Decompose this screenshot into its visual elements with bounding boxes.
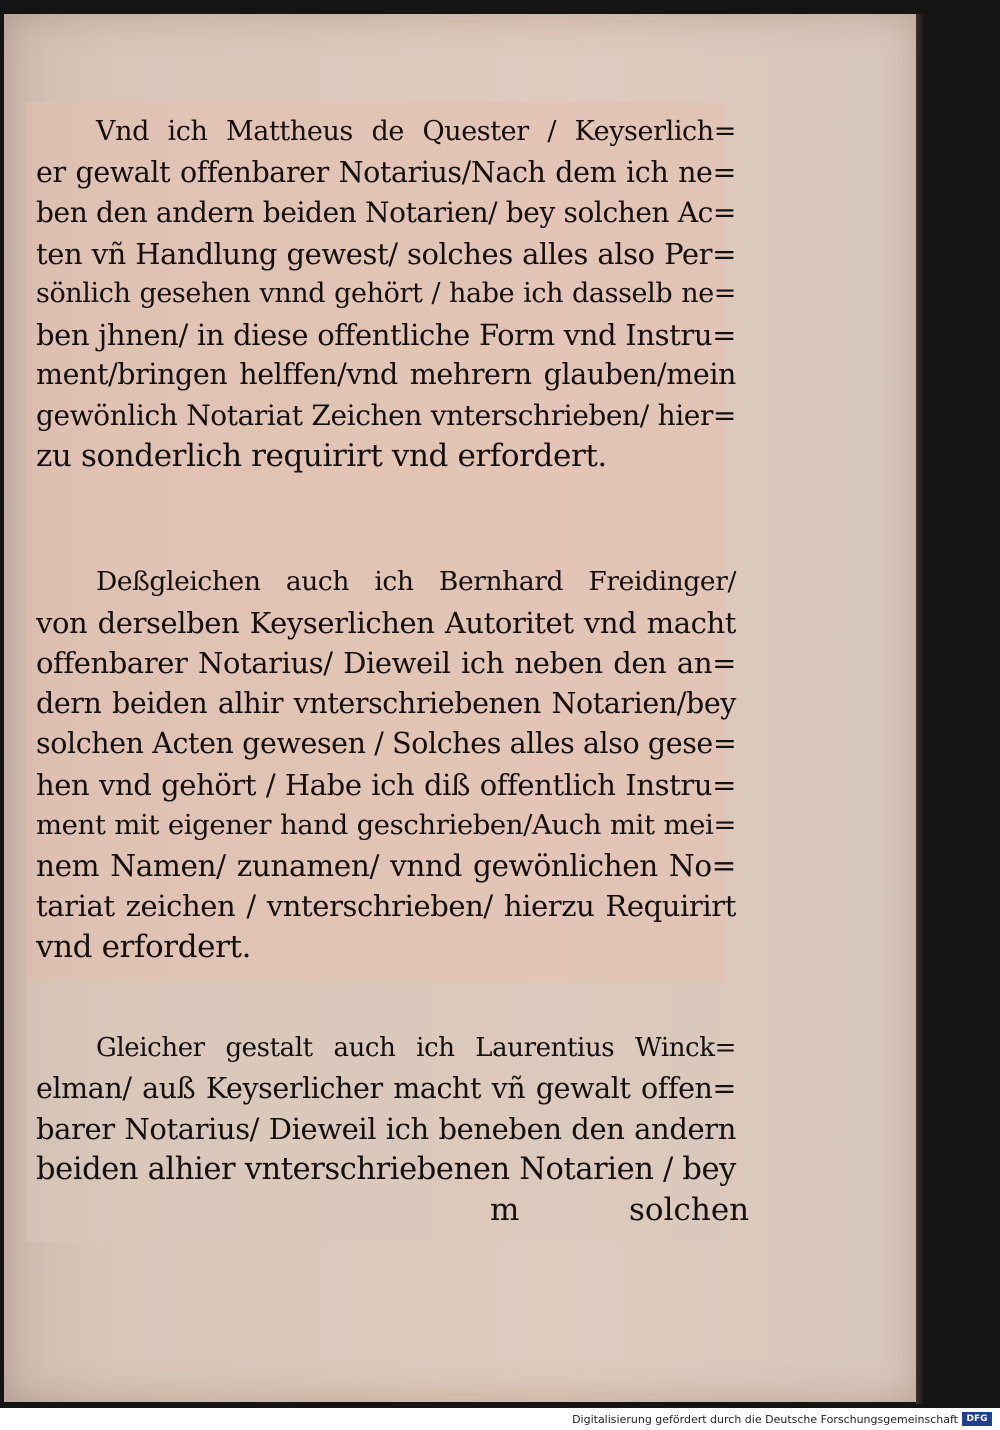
text-line: tariat zeichen / vnterschrieben/ hierzu Requirirt (36, 889, 736, 923)
paragraph-freidinger (36, 562, 736, 967)
text-line: Deßgleichen auch ich Bernhard Freidinger/ (96, 566, 736, 597)
funding-note: Digitalisierung gefördert durch die Deutsche Forschungsgemeinschaft (572, 1413, 958, 1426)
text-line: Gleicher gestalt auch ich Laurentius Winck= (96, 1033, 736, 1063)
text-line: sönlich gesehen vnnd gehört / habe ich dasselb ne= (36, 278, 736, 309)
text-line: gewönlich Notariat Zeichen vnterschrieben/ hier= (36, 398, 736, 432)
text-line: von derselben Keyserlichen Autoritet vnd macht (36, 605, 736, 640)
text-line: dern beiden alhir vnterschriebenen Notarien/bey (36, 686, 736, 720)
text-line: beiden alhier vnterschriebenen Notarien / bey (36, 1151, 736, 1187)
catchword: solchen (629, 1192, 750, 1228)
text-line: er gewalt offenbarer Notarius/Nach dem ich ne= (36, 155, 736, 189)
text-line: Vnd ich Mattheus de Quester / Keyserlich= (96, 116, 736, 147)
text-line: zu sonderlich requirirt vnd erfordert. (36, 438, 607, 474)
page-edge (916, 14, 926, 1404)
text-line: elman/ auß Keyserlicher macht vñ gewalt offen= (36, 1071, 736, 1105)
digitization-footer (0, 1410, 1000, 1430)
text-line: ben jhnen/ in diese offentliche Form vnd Instru= (36, 317, 736, 352)
text-line: ment mit eigener hand geschrieben/Auch mit mei= (36, 809, 736, 841)
dfg-logo: DFG (962, 1412, 992, 1426)
text-line: vnd erfordert. (36, 928, 252, 965)
text-line: ten vñ Handlung gewest/ solches alles also Per= (36, 236, 736, 271)
text-line: barer Notarius/ Dieweil ich beneben den andern (36, 1112, 736, 1146)
paragraph-quester (36, 112, 736, 477)
text-line: nem Namen/ zunamen/ vnnd gewönlichen No= (36, 848, 736, 883)
paragraph-winckelman (36, 1028, 736, 1190)
text-line: offenbarer Notarius/ Dieweil ich neben den an= (36, 646, 736, 680)
book-page (4, 14, 916, 1402)
text-line: solchen Acten gewesen / Solches alles also gese= (36, 727, 737, 760)
signature-mark: m (490, 1192, 520, 1228)
text-line: ment/bringen helffen/vnd mehrern glauben/mein (36, 358, 736, 391)
text-line: hen vnd gehört / Habe ich diß offentlich Instru= (36, 767, 736, 802)
text-line: ben den andern beiden Notarien/ bey solchen Ac= (36, 196, 736, 229)
